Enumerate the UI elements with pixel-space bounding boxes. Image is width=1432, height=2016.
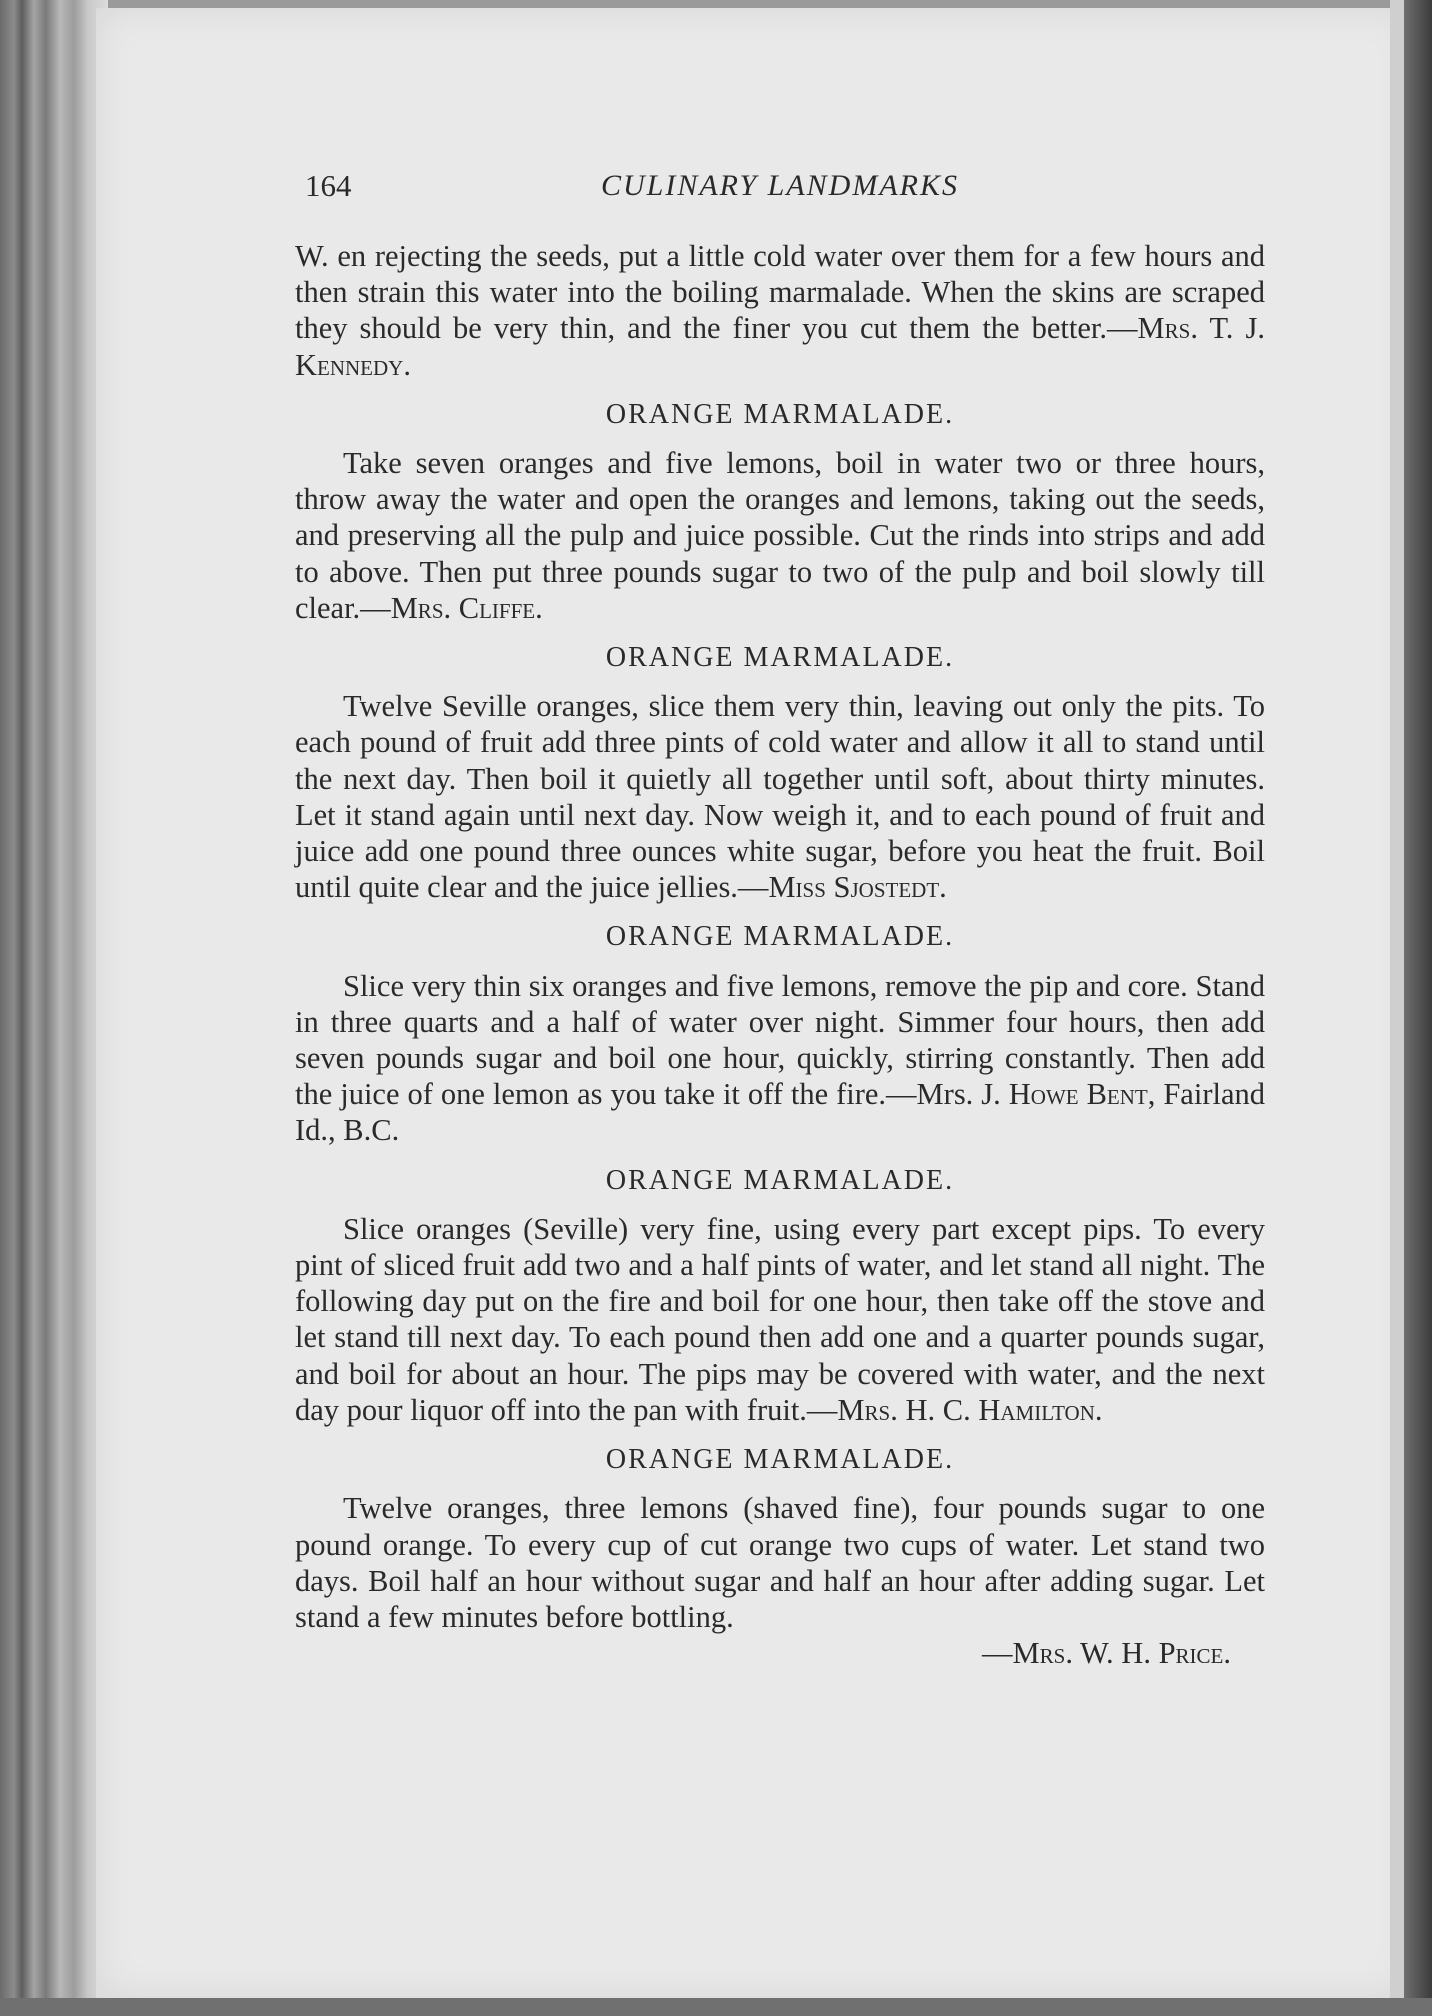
recipe-text: Twelve Seville oranges, slice them very thin, leaving out only the pits. To each pound of fruit add three pints of cold water and allow it all to stand until the next day. Then boil it quietly all together until soft, about thirty minutes. Let it stand again until next day. Now weigh it, and to each pound of fruit and juice add one pound three ounces white sugar, before you heat the fruit. Boil until quite clear and the juice jellies.— — [295, 689, 1265, 905]
attribution: —Mrs. W. H. Price. — [982, 1636, 1231, 1671]
recipe-text: Take seven oranges and five lemons, boil in water two or three hours, throw away the water and open the oranges and lemons, taking out the seeds, and preserving all the pulp and juice possible. Cut the rinds into strips and add to above. Then put three pounds sugar to two of the pulp and boil slowly till clear.— — [295, 446, 1265, 625]
page-right-edge — [1390, 0, 1404, 2016]
scanner-margin-right — [1404, 0, 1432, 2016]
attribution: J. Howe Bent — [981, 1077, 1148, 1112]
recipe-text: Slice very thin six oranges and five lemons, remove the pip and core. Stand in three quarts and a half of water over night. Simmer four hours, then add seven pounds sugar and boil one hour, quickly, stirring constantly. Then add the juice of one lemon as you take it off the fire.—Mrs. — [295, 968, 1265, 1112]
recipe-title: ORANGE MARMALADE. — [605, 1164, 955, 1196]
recipe-body — [295, 688, 1265, 905]
recipe-body — [295, 445, 1265, 626]
continuation-text: W. en rejecting the seeds, put a little cold water over them for a few hours and then strain this water into the boiling marmalade. When the skins are scraped they should be very thin, and the finer you cut them the better.— — [295, 239, 1265, 346]
recipe-title: ORANGE MARMALADE. — [605, 398, 955, 430]
attribution-location: , Fairland Id., B.C. — [295, 1077, 1265, 1148]
continuation-paragraph — [295, 238, 1265, 383]
running-title: CULINARY LANDMARKS — [601, 169, 959, 202]
page-content — [295, 168, 1265, 1671]
recipe-body — [295, 968, 1265, 1149]
page-header — [295, 168, 1265, 216]
attribution: Mrs. Cliffe. — [390, 590, 543, 625]
book-spine-edge — [0, 0, 108, 2016]
page-number: 164 — [305, 168, 352, 203]
recipe-text: Slice oranges (Seville) very fine, using every part except pips. To every pint of sliced fruit add two and a half pints of water, and let stand all night. The following day put on the fire and boil for one hour, then take off the stove and let stand till next day. To each pound then add one and a quarter pounds sugar, and boil for about an hour. The pips may be covered with water, and the next day pour liquor off into the pan with fruit.— — [295, 1211, 1265, 1427]
attribution: Mrs. H. C. Hamilton. — [837, 1392, 1103, 1427]
recipe-title: ORANGE MARMALADE. — [605, 921, 955, 953]
recipe-body: Twelve oranges, three lemons (shaved fine), four pounds sugar to one pound orange. To every cup of cut orange two cups of water. Let stand two days. Boil half an hour without sugar and half an hour after adding sugar. Let stand a few minutes before bottling. — [295, 1491, 1265, 1634]
recipe-title: ORANGE MARMALADE. — [605, 1444, 955, 1476]
attribution: Miss Sjostedt. — [768, 870, 947, 905]
attribution: Mrs. T. J. Kennedy. — [295, 311, 1265, 382]
scanner-margin-bottom — [0, 1998, 1432, 2016]
recipe-title: ORANGE MARMALADE. — [605, 642, 955, 674]
recipe-body — [295, 1211, 1265, 1428]
